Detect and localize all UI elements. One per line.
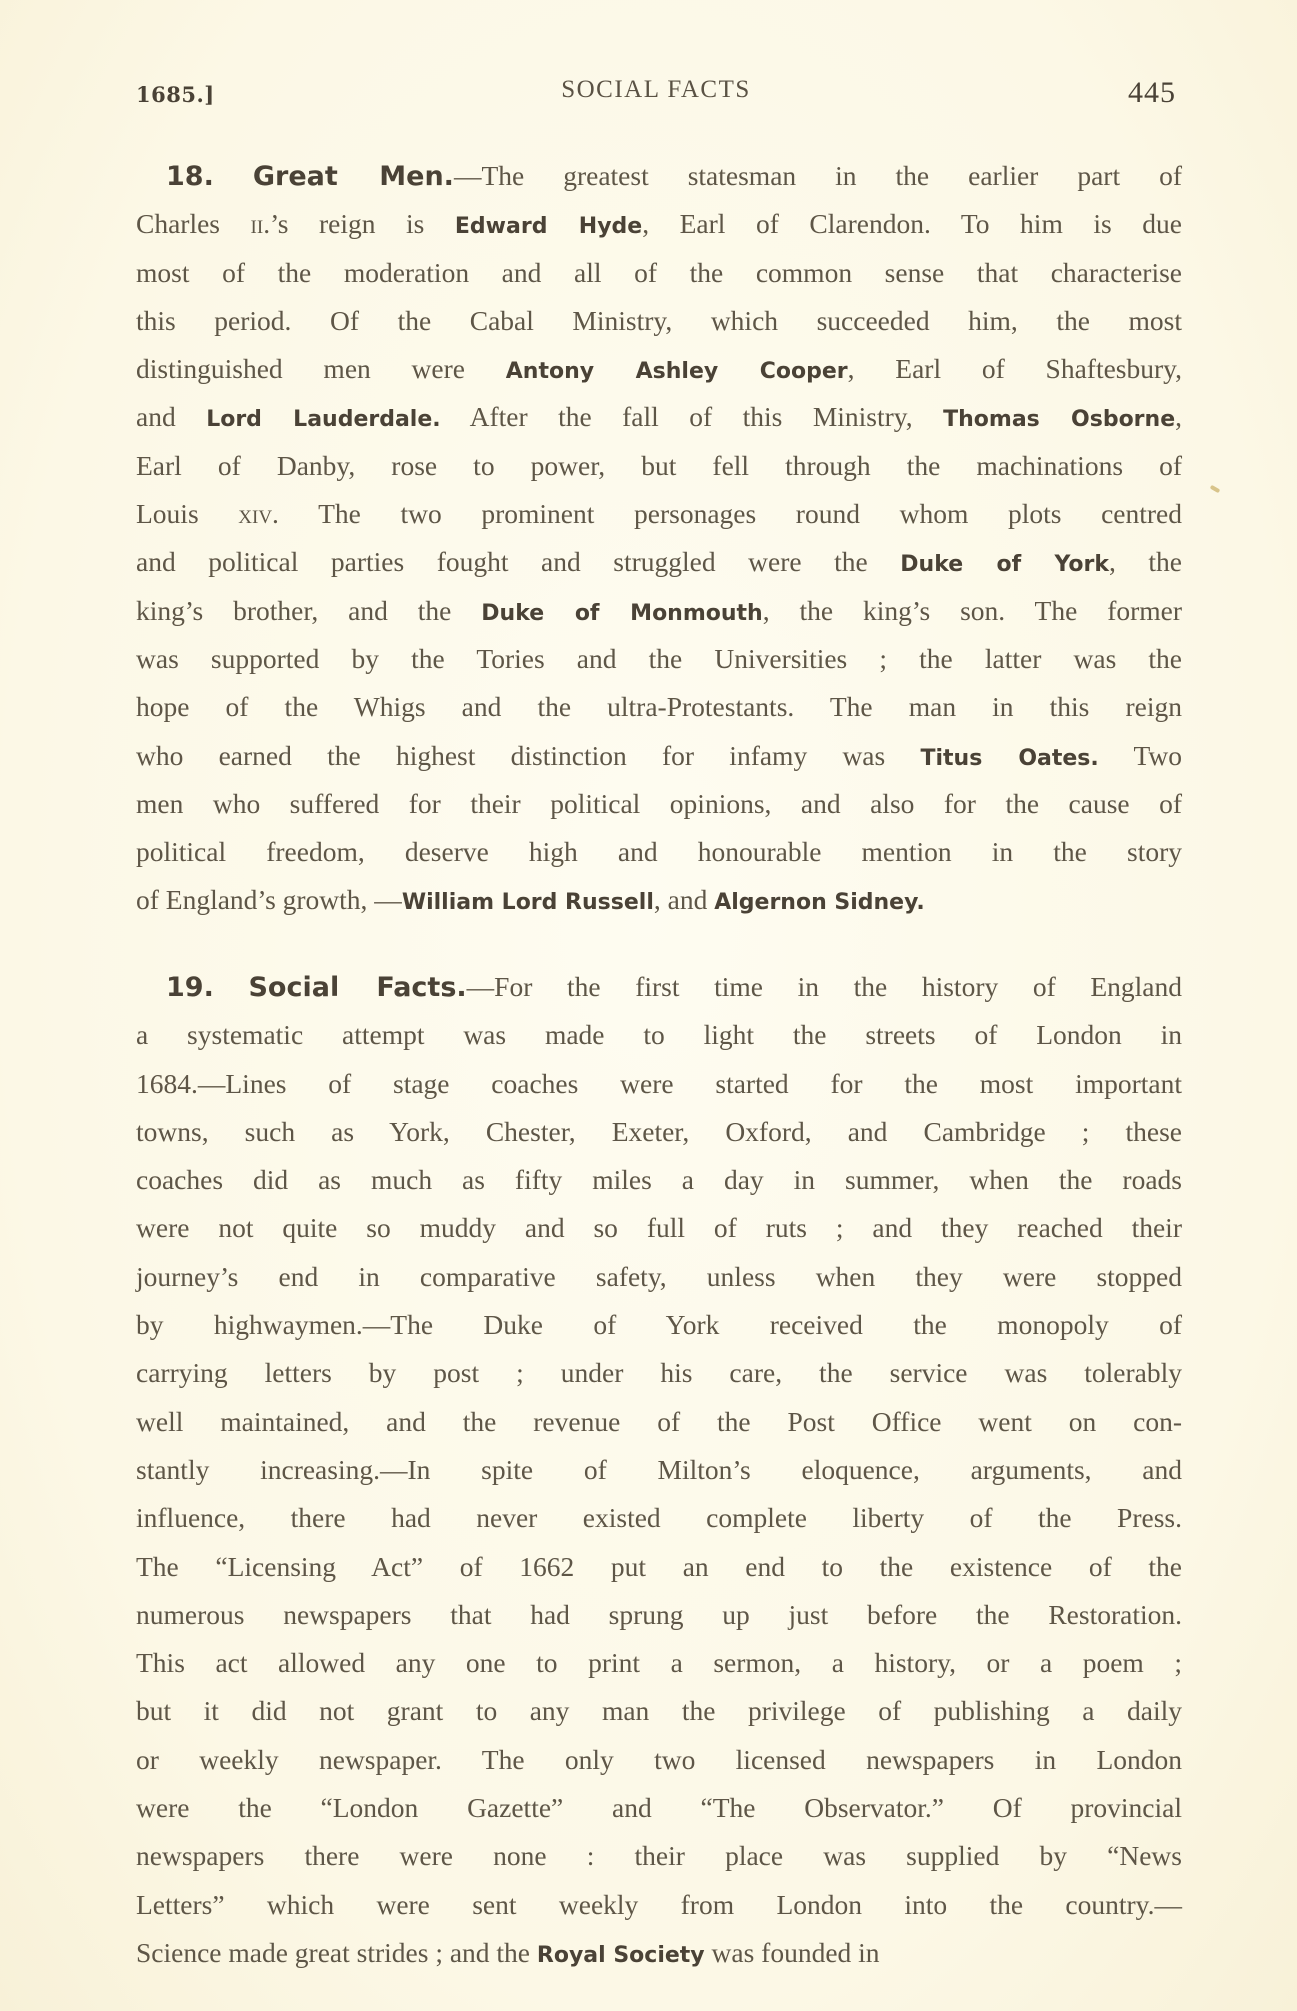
section-number: 19.	[166, 972, 214, 1003]
text-run: and	[136, 401, 207, 433]
text-run: a systematic attempt was made to light the streets of London in	[136, 1019, 1182, 1051]
text-line	[136, 1929, 1182, 1977]
text-line	[136, 1784, 1182, 1832]
text-line	[136, 963, 1182, 1011]
bold-name: Duke of Monmouth	[481, 600, 763, 626]
text-run: —The greatest statesman in the earlier part of	[453, 160, 1182, 191]
text-line	[136, 635, 1182, 683]
text-line	[136, 1591, 1182, 1639]
section-title: Great Men.	[252, 161, 454, 192]
text-run: carrying letters by post ; under his care, the service was tolerably	[136, 1357, 1182, 1389]
text-line	[136, 297, 1182, 345]
text-run: ,	[1175, 401, 1182, 433]
text-run: political freedom, deserve high and honourable mention in the story	[136, 836, 1182, 868]
text-run: After the fall of this Ministry,	[440, 401, 944, 433]
text-run: ’s reign is	[270, 208, 455, 240]
text-run: Louis	[136, 498, 239, 530]
text-line	[136, 1446, 1182, 1494]
text-line	[136, 587, 1182, 635]
text-line	[136, 345, 1182, 393]
bold-name: Titus Oates.	[920, 745, 1099, 771]
text-run: by highwaymen.—The Duke of York received the monopoly of	[136, 1309, 1182, 1341]
bold-name: Edward Hyde	[454, 214, 643, 240]
text-line	[136, 393, 1182, 441]
text-run: influence, there had never existed complete liberty of the Press.	[136, 1502, 1182, 1534]
text-run: , Earl of Clarendon. To him is due	[642, 208, 1182, 240]
section-19-social-facts	[136, 963, 1182, 1977]
text-run: well maintained, and the revenue of the Post Office went on con-	[136, 1405, 1182, 1437]
regnal-numeral: ii.	[250, 208, 271, 240]
header-year: 1685.]	[136, 82, 215, 107]
text-run: hope of the Whigs and the ultra-Protestants. The man in this reign	[136, 691, 1182, 723]
text-line	[136, 442, 1182, 490]
text-run: journey’s end in comparative safety, unless when they were stopped	[136, 1260, 1182, 1292]
text-line	[136, 1398, 1182, 1446]
text-run: —For the first time in the history of England	[466, 971, 1183, 1002]
text-line	[136, 1011, 1182, 1059]
text-run: stantly increasing.—In spite of Milton’s eloquence, arguments, and	[136, 1453, 1182, 1485]
section-number: 18.	[166, 161, 214, 192]
text-line	[136, 1543, 1182, 1591]
text-line	[136, 876, 1182, 924]
text-line	[136, 1687, 1182, 1735]
text-line	[136, 828, 1182, 876]
text-line	[136, 1736, 1182, 1784]
section-18-lines	[136, 152, 1182, 925]
text-run: men who suffered for their political opinions, and also for the cause of	[136, 787, 1182, 819]
running-head	[136, 76, 1176, 116]
text-line	[136, 200, 1182, 248]
text-run: most of the moderation and all of the common sense that characterise	[136, 256, 1182, 288]
text-line	[136, 1832, 1182, 1880]
text-line	[136, 1204, 1182, 1252]
bold-name: Thomas Osborne	[943, 407, 1176, 433]
text-line	[136, 1494, 1182, 1542]
text-run: and political parties fought and struggled were the	[136, 546, 901, 578]
bold-name: Algernon Sidney.	[714, 890, 925, 916]
section-18-great-men	[136, 152, 1182, 925]
text-run: The two prominent personages round whom plots centred	[278, 498, 1183, 530]
text-run: 1684.—Lines of stage coaches were started for the most important	[136, 1067, 1182, 1099]
text-line	[136, 1060, 1182, 1108]
text-run: coaches did as much as fifty miles a day in summer, when the roads	[136, 1164, 1182, 1196]
text-run: Charles	[136, 208, 251, 240]
text-run: who earned the highest distinction for infamy was	[136, 739, 921, 771]
text-line	[136, 732, 1182, 780]
text-line	[136, 1253, 1182, 1301]
text-run: , the	[1108, 546, 1182, 578]
text-line	[136, 538, 1182, 586]
text-run: but it did not grant to any man the privilege of publishing a daily	[136, 1695, 1182, 1727]
text-line	[136, 1108, 1182, 1156]
text-run: this period. Of the Cabal Ministry, which succeeded him, the most	[136, 304, 1182, 336]
text-line	[136, 152, 1182, 200]
text-run: distinguished men were	[136, 353, 506, 385]
text-run: or weekly newspaper. The only two licensed newspapers in London	[136, 1743, 1182, 1775]
section-19-lines	[136, 963, 1182, 1977]
text-run: , and	[653, 884, 715, 916]
text-line	[136, 1349, 1182, 1397]
section-title: Social Facts.	[248, 972, 467, 1003]
bold-name: Lord Lauderdale.	[206, 407, 441, 433]
text-run: This act allowed any one to print a sermon, a history, or a poem ;	[136, 1647, 1182, 1679]
text-run: newspapers there were none : their place was supplied by “News	[136, 1840, 1182, 1872]
bold-name: Duke of York	[900, 552, 1109, 578]
text-line	[136, 1156, 1182, 1204]
paper-blemish	[1210, 485, 1221, 493]
regnal-numeral: xiv.	[238, 498, 279, 530]
text-run: of England’s growth, —	[136, 884, 402, 916]
text-line	[136, 1881, 1182, 1929]
page-number: 445	[1128, 76, 1176, 109]
text-run: , the king’s son. The former	[762, 594, 1183, 626]
text-line	[136, 249, 1182, 297]
text-run: Letters” which were sent weekly from London into the country.—	[136, 1888, 1182, 1920]
text-line	[136, 780, 1182, 828]
bold-name: Royal Society	[536, 1942, 705, 1968]
text-run: was founded in	[704, 1936, 880, 1968]
text-run: Two	[1098, 739, 1183, 771]
header-title: SOCIAL FACTS	[561, 76, 751, 103]
text-run: towns, such as York, Chester, Exeter, Oxford, and Cambridge ; these	[136, 1115, 1182, 1147]
text-line	[136, 490, 1182, 538]
text-line	[136, 1301, 1182, 1349]
text-run: were the “London Gazette” and “The Observator.” Of provincial	[136, 1792, 1182, 1824]
text-run: The “Licensing Act” of 1662 put an end to the existence of the	[136, 1550, 1182, 1582]
text-run: Science made great strides ; and the	[136, 1936, 537, 1968]
bold-name: Antony Ashley Cooper	[505, 359, 848, 385]
text-line	[136, 683, 1182, 731]
text-run: were not quite so muddy and so full of ruts ; and they reached their	[136, 1212, 1182, 1244]
bold-name: William Lord Russell	[401, 890, 654, 916]
text-run: , Earl of Shaftesbury,	[847, 353, 1182, 385]
text-run: numerous newspapers that had sprung up just before the Restoration.	[136, 1598, 1182, 1630]
text-line	[136, 1639, 1182, 1687]
text-run: Earl of Danby, rose to power, but fell through the machinations of	[136, 449, 1182, 481]
text-run: was supported by the Tories and the Universities ; the latter was the	[136, 642, 1182, 674]
text-run: king’s brother, and the	[136, 594, 482, 626]
